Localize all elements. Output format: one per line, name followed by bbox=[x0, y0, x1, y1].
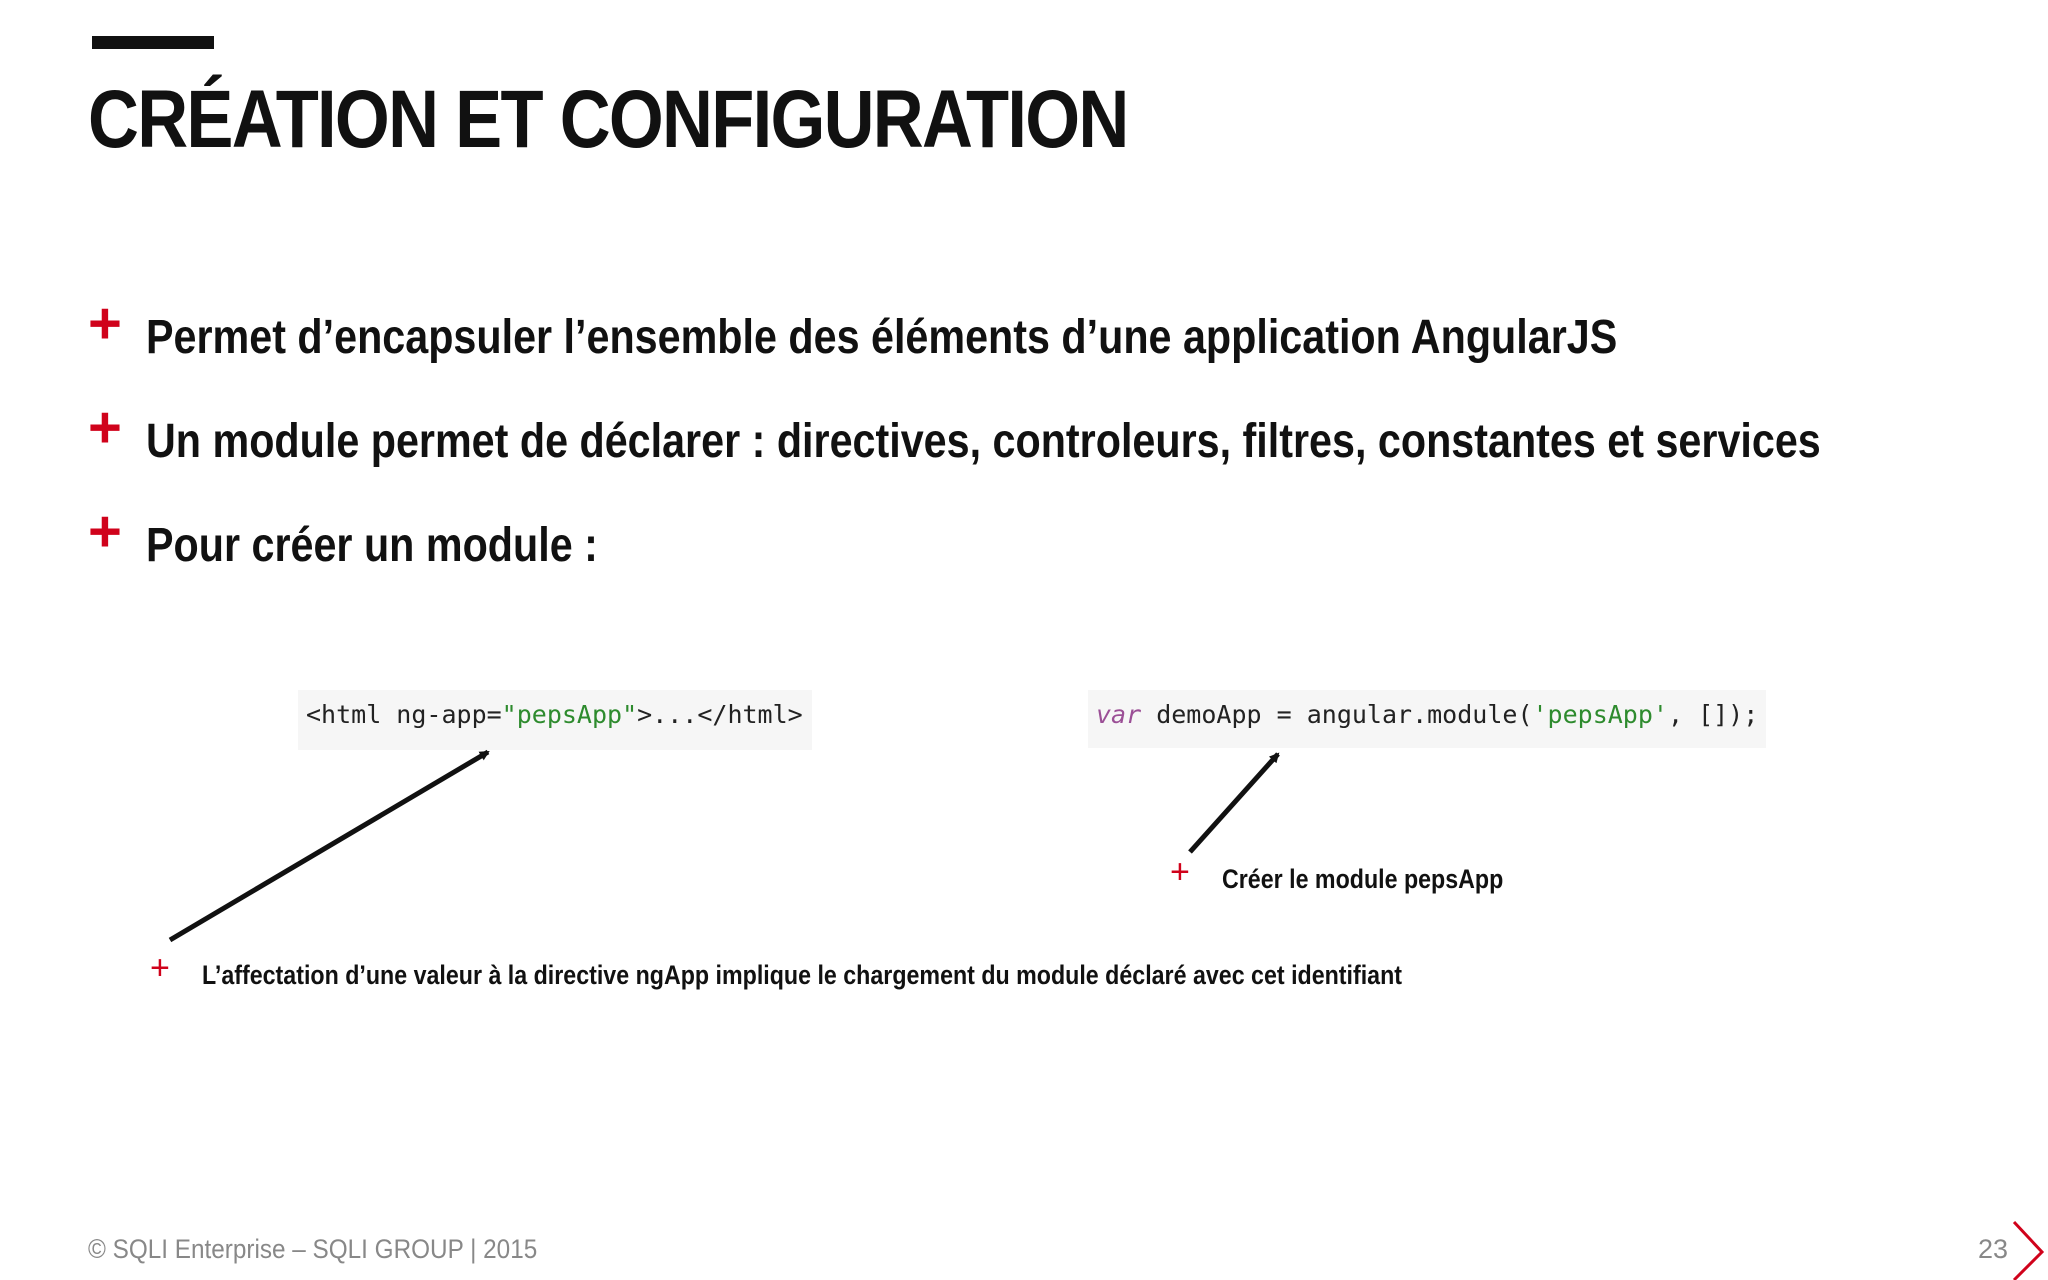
chevron-right-icon[interactable] bbox=[2010, 1218, 2048, 1280]
footer-copyright: © SQLI Enterprise – SQLI GROUP | 2015 bbox=[88, 1234, 538, 1264]
plus-icon: + bbox=[88, 395, 122, 460]
code-token: <html ng-app= bbox=[306, 700, 502, 729]
note-text: Créer le module pepsApp bbox=[1222, 864, 1504, 894]
code-token: >...</html> bbox=[637, 700, 803, 729]
plus-icon: + bbox=[88, 499, 122, 564]
page-number: 23 bbox=[1978, 1234, 2009, 1264]
slide-title: CRÉATION ET CONFIGURATION bbox=[88, 74, 1128, 165]
code-string: 'pepsApp' bbox=[1532, 700, 1668, 729]
code-string: "pepsApp" bbox=[501, 700, 638, 729]
plus-icon: + bbox=[88, 291, 122, 356]
bullet-text: Pour créer un module : bbox=[146, 519, 598, 572]
plus-icon: + bbox=[150, 949, 170, 987]
plus-icon: + bbox=[1170, 853, 1190, 891]
bullet-text: Permet d’encapsuler l’ensemble des éléments d’une application AngularJS bbox=[146, 311, 1618, 364]
code-token: , []); bbox=[1667, 700, 1759, 729]
arrow-to-ng-app bbox=[170, 752, 488, 940]
note-text: L’affectation d’une valeur à la directive ngApp implique le chargement du module déclaré avec cet identifiant bbox=[202, 960, 1403, 990]
code-token: demoApp = angular.module( bbox=[1141, 700, 1533, 729]
arrow-to-module bbox=[1190, 754, 1278, 852]
code-keyword: var bbox=[1096, 700, 1142, 729]
bullet-text: Un module permet de déclarer : directives, controleurs, filtres, constantes et services bbox=[146, 415, 1821, 468]
